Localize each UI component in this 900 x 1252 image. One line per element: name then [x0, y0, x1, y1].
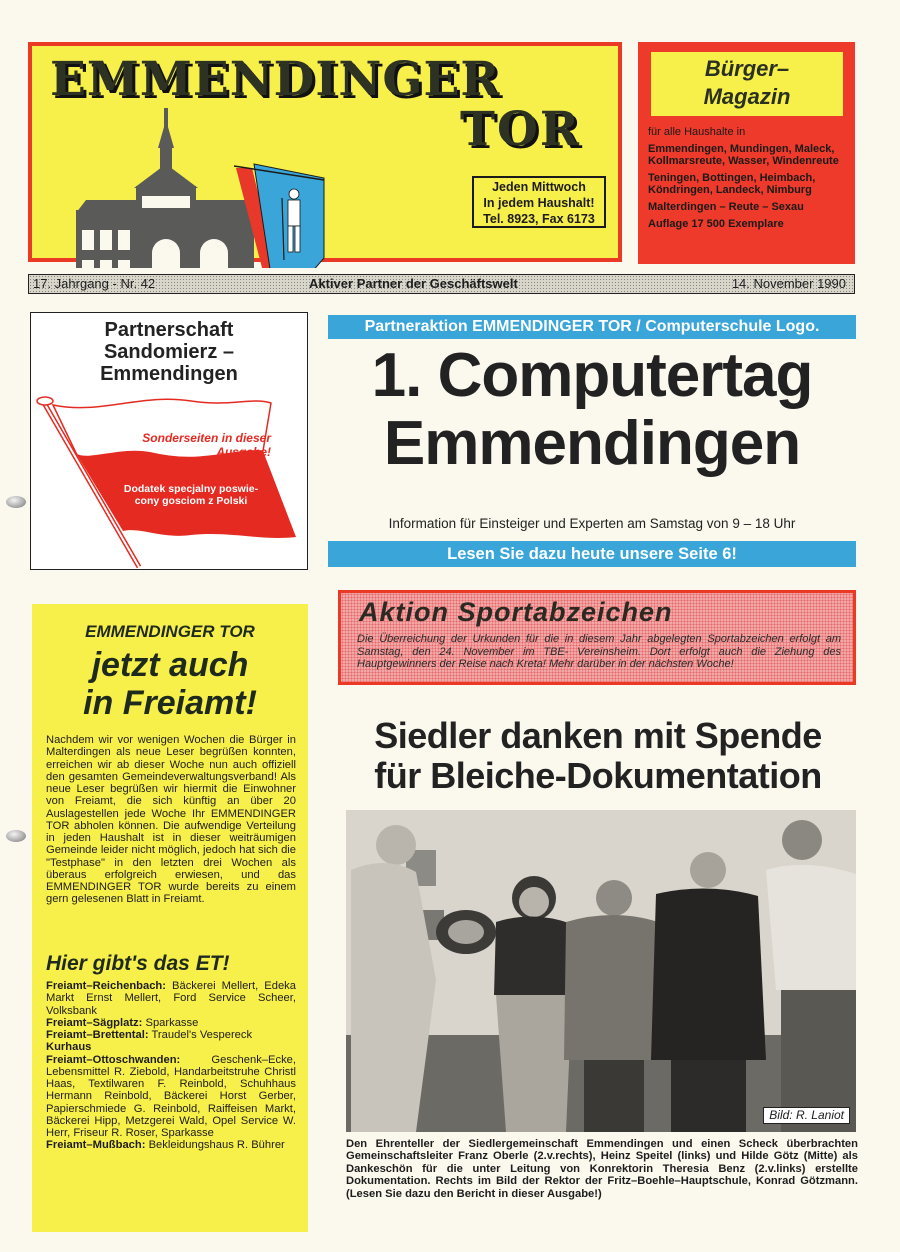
- outlet-place: Freiamt–Brettental:: [46, 1029, 149, 1041]
- text-line: Sonderseiten in dieser: [142, 431, 271, 445]
- issue-number: 17. Jahrgang - Nr. 42: [33, 276, 156, 291]
- headline-line: in Freiamt!: [83, 684, 257, 722]
- outlet-place: Freiamt–Ottoschwanden:: [46, 1053, 181, 1066]
- siedler-headline: [338, 716, 858, 796]
- flag-text-polish: [121, 483, 261, 507]
- title-line: Partnerschaft: [104, 319, 234, 341]
- outlet-entry: [46, 980, 296, 1017]
- outlet-entry: [46, 1029, 296, 1041]
- freiamt-headline: [32, 646, 308, 722]
- computertag-info: Information für Einsteiger und Experten am Samstag von 9 – 18 Uhr: [388, 516, 796, 531]
- masthead-title: EMMENDINGER: [50, 52, 501, 107]
- outlet-shops: Traudel's Vespereck: [151, 1029, 253, 1041]
- buerger-magazin-box: [638, 42, 855, 264]
- photo-credit: Bild: R. Laniot: [763, 1107, 850, 1124]
- area-group: Emmendingen, Mundingen, Maleck, Kollmarsreute, Wasser, Windenreute: [648, 143, 839, 167]
- town-gate-coat-of-arms-icon: [62, 98, 332, 268]
- headline-line: für Bleiche-Dokumentation: [374, 755, 822, 796]
- buerger-magazin-title: [651, 52, 843, 116]
- sportabzeichen-body: Die Überreichung der Urkunden für die in diesem Jahr abgelegten Sportabzeichen erfolgt am Samstag, den 24. November im TBE- Vereinsheim. Dort erfolgt auch die Ziehung des Hauptgewinners der Reise nach Kreta! Mehr darüber in der nächsten Woche!: [357, 633, 841, 670]
- intro-text: für alle Haushalte in: [648, 126, 746, 138]
- info-line: Jeden Mittwoch: [492, 180, 586, 194]
- text-line: Dodatek specjalny poswie-: [123, 483, 259, 495]
- outlet-shops: Bekleidungshaus R. Bührer: [148, 1139, 285, 1152]
- punch-hole: [6, 496, 26, 508]
- outlet-list: [46, 980, 296, 1152]
- outlet-place: Freiamt–Reichenbach:: [46, 980, 166, 992]
- circulation: Auflage 17 500 Exemplare: [648, 218, 784, 230]
- outlet-place: Kurhaus: [46, 1041, 92, 1054]
- flag-text-german: [91, 431, 271, 459]
- outlet-place: Freiamt–Sägplatz:: [46, 1016, 143, 1029]
- computertag-page-reference: Lesen Sie dazu heute unsere Seite 6!: [328, 541, 856, 567]
- photo-caption: Den Ehrenteller der Siedlergemeinschaft Emmendingen und einen Scheck überbrachten Gemeinschaftsleiter Franz Oberle (2.v.rechts), Heinz Speitel (links) und Hilde Götz (Mitte) als Dankeschön für die unter Leitung von Konrektorin Theresia Benz (2.v.links) erstellte Dokumentation. Rechts im Bild der Rektor der Fritz–Boehle–Hauptschule, Konrad Götzmann. (Lesen Sie dazu den Bericht in dieser Ausgabe!): [346, 1138, 858, 1200]
- outlet-entry: [46, 1054, 296, 1140]
- computertag-banner: Partneraktion EMMENDINGER TOR / Computerschule Logo.: [328, 315, 856, 339]
- partnership-box: [30, 312, 308, 570]
- sportabzeichen-box: [338, 590, 856, 685]
- outlet-shops: Geschenk–Ecke, Lebensmittel R. Ziebold, Handarbeitstruhe Christl Haas, Textilwaren F. Reinbold, Schuhhaus Hermann Reinbold, Bäckerei Horst Gerber, Papierschmiede G. Reinbold, Raiffeisen Markt, Bäckerei Hipp, Metzgerei Wald, Opel Service W. Herr, Friseur R. Roser, Sparkasse: [46, 1053, 296, 1139]
- outlet-place: Freiamt–Mußbach:: [46, 1139, 146, 1152]
- masthead-title-tor: TOR: [460, 102, 581, 157]
- delivery-info-box: [472, 176, 606, 228]
- outlet-shops: Sparkasse: [145, 1016, 199, 1029]
- issue-date: 14. November 1990: [731, 276, 846, 291]
- area-group: Malterdingen – Reute – Sexau: [648, 201, 804, 213]
- outlet-entry: [46, 1041, 296, 1053]
- sportabzeichen-title: Aktion Sportabzeichen: [359, 597, 673, 627]
- title-line: Bürger–: [704, 56, 790, 81]
- group-photo: [346, 810, 856, 1132]
- outlet-entry: [46, 1139, 296, 1151]
- text-line: Ausgabe!: [216, 445, 271, 459]
- title-line: Magazin: [703, 84, 791, 109]
- freiamt-body: Nachdem wir vor wenigen Wochen die Bürger in Malterdingen als neue Leser begrüßen konnten, erreichen wir ab dieser Woche nun auch offiziell den gesamten Gemeindeverwaltungsverband! Als neue Leser begrüßen wir hiermit die Einwohner von Freiamt, die sich künftig an über 20 Auslagestellen jede Woche Ihr EMMENDINGER TOR abholen können. Die aufwendige Verteilung in jeden Haushalt ist in dieser weiträumigen Gemeinde leider nicht möglich, jedoch hat sich die "Testphase" in den letzten drei Wochen als überaus erfolgreich erwiesen, und das EMMENDINGER TOR wurde bereits zu einem gern gelesenen Blatt in Freiamt.: [46, 734, 296, 906]
- slogan: Aktiver Partner der Geschäftswelt: [309, 276, 518, 291]
- distribution-areas: [648, 126, 853, 235]
- issue-date-bar: [28, 274, 855, 294]
- headline-line: jetzt auch: [91, 646, 249, 684]
- punch-hole: [6, 830, 26, 842]
- headline-line: Emmendingen: [383, 409, 801, 478]
- area-group: Teningen, Bottingen, Heimbach, Köndringen, Landeck, Nimburg: [648, 172, 816, 196]
- info-line: Tel. 8923, Fax 6173: [483, 212, 595, 226]
- computertag-headline: [328, 342, 856, 478]
- outlet-shops: Bäckerei Mellert, Edeka Markt Ernst Mellert, Ford Service Scheer, Volksbank: [46, 980, 296, 1017]
- photo-five-people-icon: [346, 810, 856, 1132]
- title-line: Sandomierz –: [103, 341, 235, 363]
- text-line: cony gosciom z Polski: [134, 495, 248, 507]
- masthead: [28, 42, 622, 262]
- outlet-entry: [46, 1017, 296, 1029]
- partnership-title: [31, 319, 307, 385]
- polish-flag-icon: [31, 391, 307, 569]
- freiamt-subhead: Hier gibt's das ET!: [46, 952, 230, 975]
- freiamt-kicker: EMMENDINGER TOR: [85, 622, 255, 641]
- info-line: In jedem Haushalt!: [483, 196, 595, 210]
- title-line: Emmendingen: [100, 363, 238, 385]
- headline-line: 1. Computertag: [371, 341, 813, 410]
- freiamt-box: [32, 604, 308, 1232]
- headline-line: Siedler danken mit Spende: [374, 715, 822, 756]
